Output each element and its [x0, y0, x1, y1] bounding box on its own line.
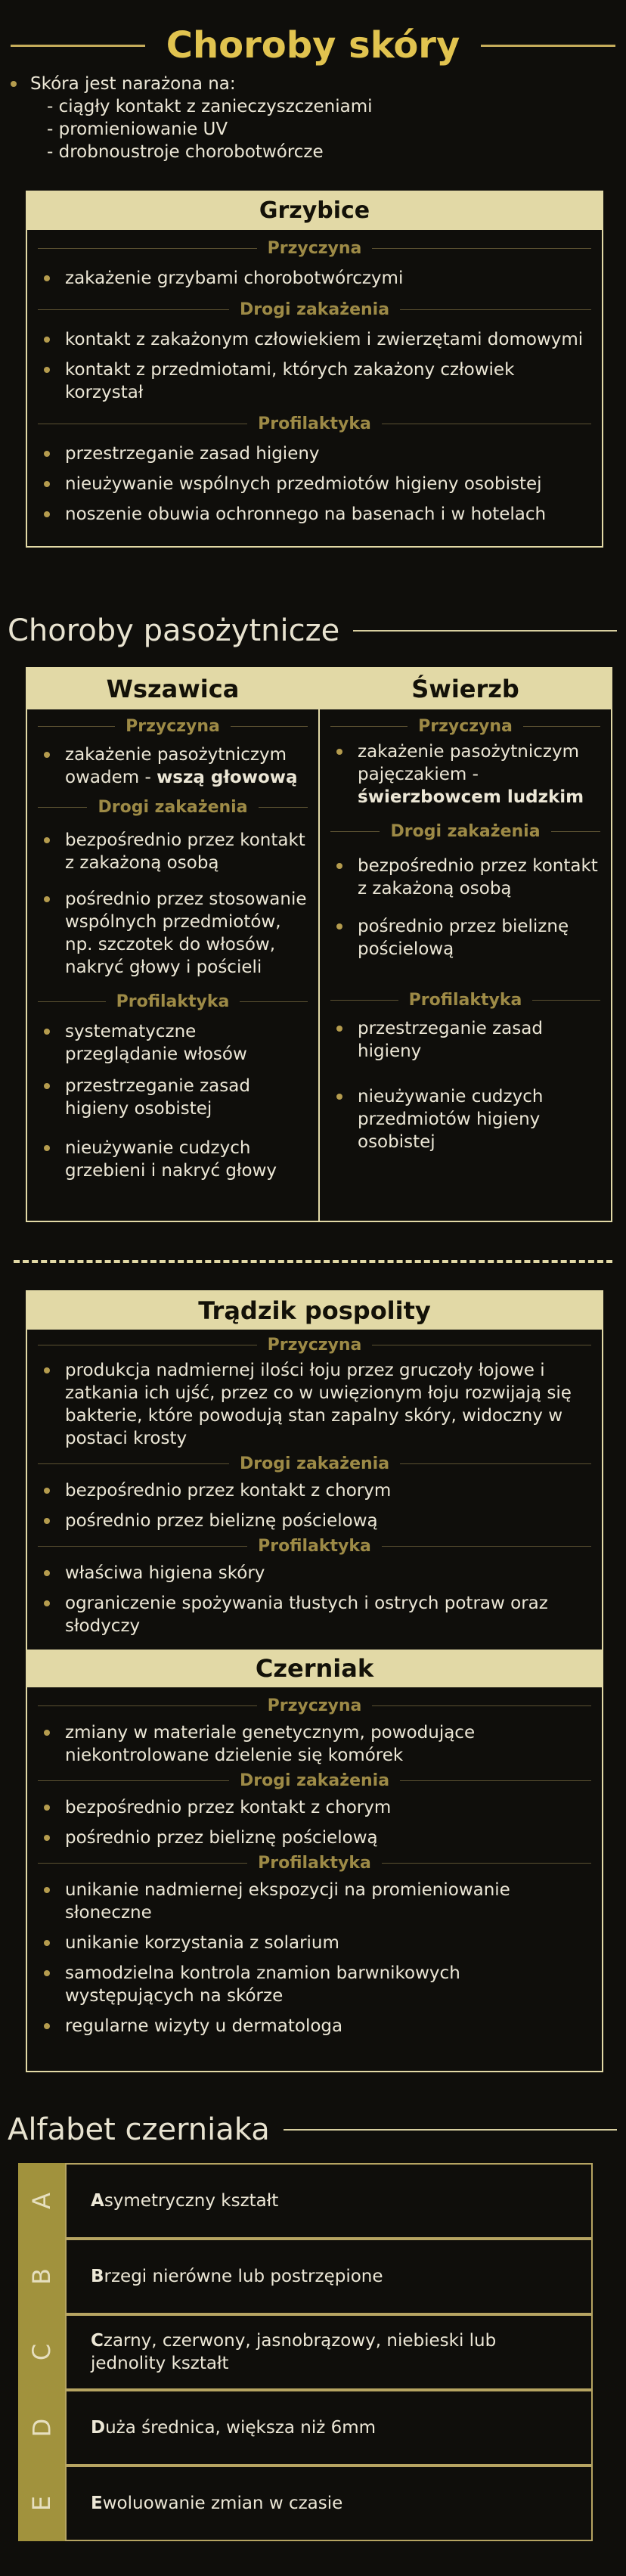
intro-item: - drobnoustroje chorobotwórcze: [47, 142, 324, 162]
intro: [11, 73, 615, 163]
section-label: Przyczyna: [38, 239, 591, 258]
swierzb-column: [318, 669, 611, 1221]
wszawica-column: [27, 669, 318, 1221]
alphabet-description: Duża średnica, większa niż 6mm: [65, 2390, 593, 2466]
czerniak-title: Czerniak: [27, 1650, 602, 1687]
bullet-dot-icon: [336, 1094, 342, 1100]
section-label: Drogi zakażenia: [330, 822, 600, 841]
bullet-dot-icon: [44, 481, 50, 487]
list-item: ograniczenie spożywania tłustych i ostrych potraw oraz słodyczy: [27, 1592, 602, 1637]
bullet-dot-icon: [44, 1970, 50, 1976]
section-label: Profilaktyka: [330, 991, 600, 1010]
parasitic-heading: Choroby pasożytnicze: [8, 610, 617, 652]
section-label: Drogi zakażenia: [38, 1771, 591, 1790]
bullet-dot-icon: [44, 1730, 50, 1736]
bullet-dot-icon: [336, 923, 342, 930]
alphabet-letter: E: [27, 2495, 56, 2512]
alphabet-letter: C: [27, 2343, 56, 2361]
bullet-dot-icon: [44, 2023, 50, 2029]
bullet-dot-icon: [336, 863, 342, 869]
bullet-dot-icon: [44, 1600, 50, 1606]
bullet-dot-icon: [44, 337, 50, 343]
bullet-dot-icon: [44, 1083, 50, 1089]
section-label: Przyczyna: [330, 717, 600, 736]
list-item: unikanie nadmiernej ekspozycji na promieniowanie słoneczne: [27, 1879, 602, 1924]
list-item: nieużywanie cudzych przedmiotów higieny osobistej: [320, 1085, 611, 1153]
alphabet-row: [18, 2239, 593, 2314]
list-item: pośrednio przez bieliznę pościelową: [320, 915, 611, 961]
intro-lead-text: Skóra jest narażona na:: [30, 74, 236, 94]
list-item: nieużywanie wspólnych przedmiotów higieny osobistej: [27, 473, 602, 495]
bullet-dot-icon: [44, 752, 50, 758]
alphabet-description: Ewoluowanie zmian w czasie: [65, 2466, 593, 2541]
list-item: bezpośrednio przez kontakt z zakażoną osobą: [320, 855, 611, 900]
section-label: Drogi zakażenia: [38, 798, 308, 817]
bullet-dot-icon: [44, 275, 50, 281]
bullet-dot-icon: [44, 1805, 50, 1811]
tradzik-title: Trądzik pospolity: [27, 1292, 602, 1330]
list-item: regularne wizyty u dermatologa: [27, 2015, 602, 2038]
list-item: kontakt z zakażonym człowiekiem i zwierzętami domowymi: [27, 328, 602, 351]
tradzik-czerniak-card: [26, 1290, 603, 2072]
list-item: bezpośrednio przez kontakt z zakażoną osobą: [27, 829, 318, 874]
bullet-dot-icon: [11, 81, 17, 87]
section-label: Drogi zakażenia: [38, 1454, 591, 1473]
alphabet-row: [18, 2466, 593, 2541]
list-item: właściwa higiena skóry: [27, 1562, 602, 1584]
list-item: przestrzeganie zasad higieny: [27, 442, 602, 465]
alphabet-table: [18, 2163, 593, 2541]
intro-item: - promieniowanie UV: [47, 119, 228, 139]
intro-item: - ciągły kontakt z zanieczyszczeniami: [47, 97, 373, 116]
page-title: Choroby skóry: [166, 24, 460, 67]
list-item: produkcja nadmiernej ilości łoju przez gruczoły łojowe i zatkania ich ujść, przez co w uwięzionym łoju rozwijają się bakterie, które powodują stan zapalny skóry, widoczny w postaci krosty: [27, 1359, 602, 1450]
list-item: samodzielna kontrola znamion barwnikowych występujących na skórze: [27, 1962, 602, 2007]
bullet-dot-icon: [336, 1026, 342, 1032]
bullet-dot-icon: [44, 511, 50, 517]
bullet-dot-icon: [44, 451, 50, 457]
bullet-dot-icon: [44, 1367, 50, 1373]
alphabet-description: Czarny, czerwony, jasnobrązowy, niebieski lub jednolity kształt: [65, 2314, 593, 2390]
list-item: zmiany w materiale genetycznym, powodujące niekontrolowane dzielenie się komórek: [27, 1721, 602, 1767]
bullet-dot-icon: [44, 1887, 50, 1893]
bullet-dot-icon: [44, 367, 50, 373]
bullet-dot-icon: [336, 749, 342, 755]
list-item: zakażenie grzybami chorobotwórczymi: [27, 267, 602, 290]
alphabet-letter: D: [26, 2418, 56, 2438]
heading-divider: [284, 2129, 617, 2131]
bullet-dot-icon: [44, 1029, 50, 1035]
alphabet-heading: Alfabet czerniaka: [8, 2109, 617, 2151]
alphabet-description: Brzegi nierówne lub postrzępione: [65, 2239, 593, 2314]
bullet-dot-icon: [44, 1488, 50, 1494]
section-label: Drogi zakażenia: [38, 300, 591, 319]
alphabet-row: [18, 2390, 593, 2466]
section-label: Przyczyna: [38, 1696, 591, 1715]
list-item: unikanie korzystania z solarium: [27, 1932, 602, 1954]
list-item: zakażenie pasożytniczym pajęczakiem - świerzbowcem ludzkim: [320, 740, 611, 808]
list-item: przestrzeganie zasad higieny: [320, 1017, 611, 1063]
bullet-dot-icon: [44, 1570, 50, 1576]
swierzb-title: Świerzb: [320, 669, 611, 709]
alphabet-row: [18, 2163, 593, 2239]
bullet-dot-icon: [44, 1940, 50, 1946]
section-label: Przyczyna: [38, 717, 308, 736]
list-item: bezpośrednio przez kontakt z chorym: [27, 1796, 602, 1819]
title-divider-left: [11, 45, 145, 47]
section-label: Przyczyna: [38, 1336, 591, 1355]
list-item: pośrednio przez stosowanie wspólnych przedmiotów, np. szczotek do włosów, nakryć głowy i pościeli: [27, 888, 318, 979]
wszawica-title: Wszawica: [27, 669, 318, 709]
alphabet-letter: A: [26, 2193, 56, 2209]
section-label: Profilaktyka: [38, 1537, 591, 1556]
list-item: systematyczne przeglądanie włosów: [27, 1020, 318, 1066]
list-item: pośrednio przez bieliznę pościelową: [27, 1826, 602, 1849]
heading-divider: [353, 630, 617, 632]
alphabet-description: Asymetryczny kształt: [65, 2163, 593, 2239]
list-item: kontakt z przedmiotami, których zakażony człowiek korzystał: [27, 358, 602, 404]
section-label: Profilaktyka: [38, 1854, 591, 1873]
section-label: Profilaktyka: [38, 992, 308, 1011]
bullet-dot-icon: [44, 896, 50, 902]
list-item: zakażenie pasożytniczym owadem - wszą głowową: [27, 743, 318, 789]
list-item: przestrzeganie zasad higieny osobistej: [27, 1075, 318, 1120]
list-item: nieużywanie cudzych grzebieni i nakryć głowy: [27, 1137, 318, 1182]
alphabet-row: [18, 2314, 593, 2390]
bullet-dot-icon: [44, 1835, 50, 1841]
dashed-divider: [14, 1260, 612, 1263]
alphabet-letter: B: [26, 2268, 56, 2285]
intro-lead: [11, 73, 615, 95]
list-item: pośrednio przez bieliznę pościelową: [27, 1510, 602, 1532]
bullet-dot-icon: [44, 1518, 50, 1524]
grzybice-title: Grzybice: [27, 192, 602, 230]
bullet-dot-icon: [44, 837, 50, 843]
list-item: bezpośrednio przez kontakt z chorym: [27, 1479, 602, 1502]
section-label: Profilaktyka: [38, 414, 591, 433]
bullet-dot-icon: [44, 1145, 50, 1151]
title-divider-right: [481, 45, 615, 47]
title-row: [0, 21, 626, 70]
grzybice-card: [26, 191, 603, 548]
list-item: noszenie obuwia ochronnego na basenach i w hotelach: [27, 503, 602, 526]
parasitic-card: [26, 667, 612, 1222]
